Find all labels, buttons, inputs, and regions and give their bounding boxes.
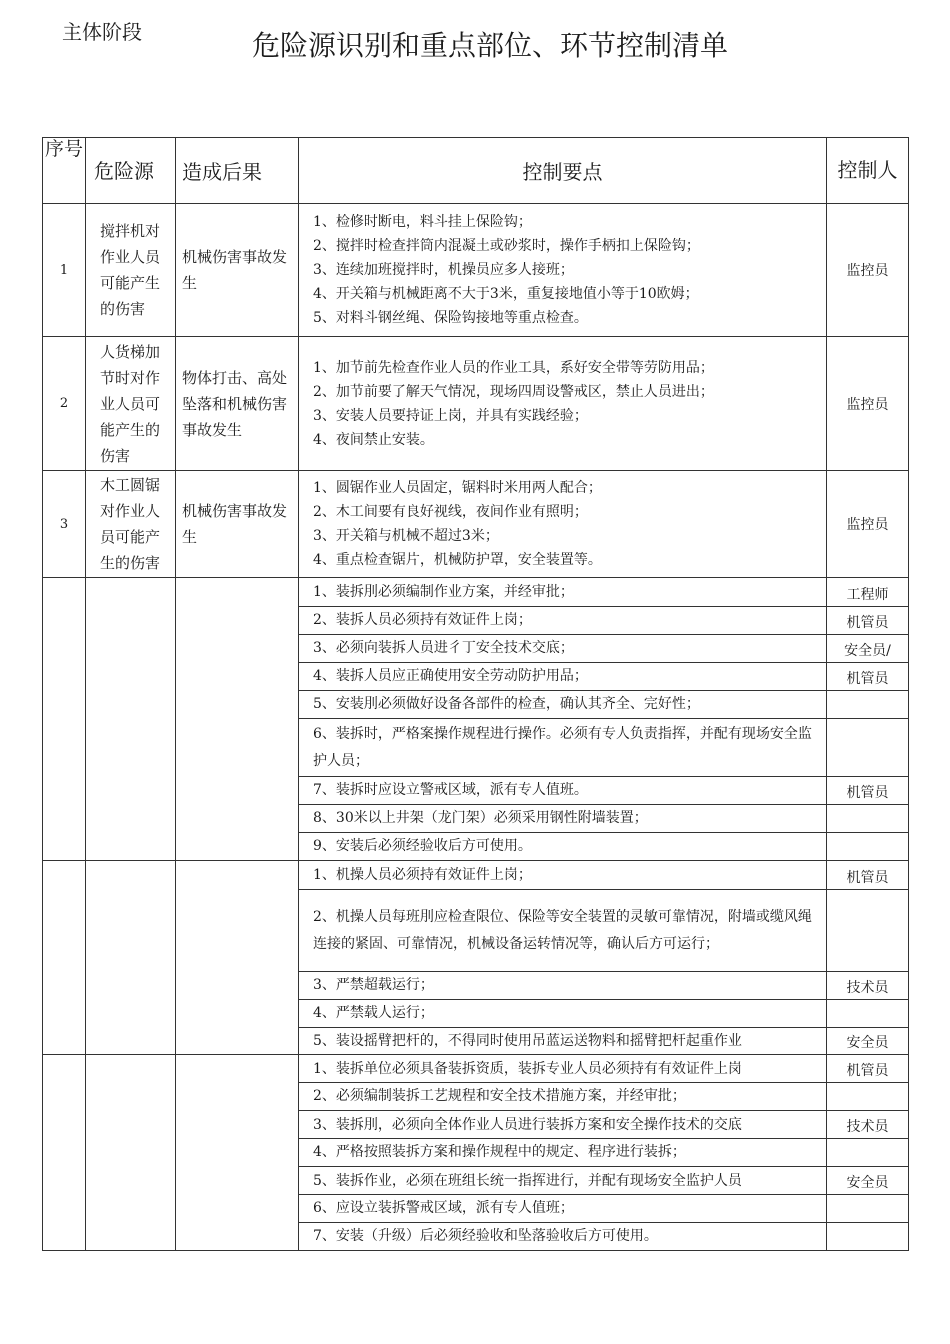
- row-controller: [827, 805, 909, 833]
- control-point: 4、严格按照装拆方案和操作规程中的规定、程序进行装拆；: [299, 1139, 827, 1167]
- document-title: 危险源识别和重点部位、环节控制清单: [251, 29, 728, 62]
- row-hazard: 搅拌机对作业人员可能产生的伤害: [86, 204, 176, 337]
- control-point: 5、安装刖必须做好设备各部件的检查，确认其齐全、完好性；: [299, 691, 827, 719]
- row-controller: 监控员: [827, 471, 909, 578]
- group-a-result: [176, 578, 299, 861]
- row-controller: 安全员: [827, 1167, 909, 1195]
- control-point: 1、机操人员必须持有效证件上岗；: [299, 861, 827, 890]
- control-point: 1、圆锯作业人员固定，锯料时米用两人配合；: [313, 480, 602, 496]
- row-hazard: 人货梯加节时对作业人员可能产生的伤害: [86, 337, 176, 471]
- control-point: 4、装拆人员应正确使用安全劳动防护用品；: [299, 663, 827, 691]
- row-result: 物体打击、高处坠落和机械伤害事故发生: [176, 337, 299, 471]
- group-c-result: [176, 1055, 299, 1251]
- row-controller: 机管员: [827, 607, 909, 635]
- control-point: 1、加节前先检查作业人员的作业工具，系好安全带等劳防用品；: [313, 359, 714, 376]
- row-controller: [827, 1000, 909, 1028]
- row-controller: 监控员: [827, 337, 909, 471]
- control-point: 6、装拆时，严格案操作规程进行操作。必须有专人负责指挥，并配有现场安全监护人员；: [299, 719, 827, 777]
- control-point: 7、安装（升级）后必须经验收和坠落验收后方可使用。: [299, 1223, 827, 1251]
- row-controller: [827, 833, 909, 861]
- row-controller: [827, 1083, 909, 1111]
- group-a-seq: [43, 578, 86, 861]
- table-header-row: [43, 138, 909, 204]
- group-b-seq: [43, 861, 86, 1055]
- control-point: 8、30米以上井架（龙门架）必须采用钢性附墙装置；: [299, 805, 827, 833]
- table-row: [43, 337, 909, 471]
- row-controller: 安全员/: [827, 635, 909, 663]
- row-controller: [827, 1139, 909, 1167]
- group-b-hazard: [86, 861, 176, 1055]
- control-point: 1、装拆单位必须具备装拆资质，装拆专业人员必须持有有效证件上岗: [299, 1055, 827, 1083]
- row-controller: 安全员: [827, 1028, 909, 1055]
- control-point: 2、搅拌时检查拌筒内混凝土或砂浆时，操作手柄扣上保险钩；: [313, 238, 700, 254]
- control-point: 5、装拆作业，必须在班组长统一指挥进行，并配有现场安全监护人员: [299, 1167, 827, 1195]
- control-point: 1、检修时断电，料斗挂上保险钩；: [313, 214, 532, 230]
- col-header-controller: 控制人: [827, 138, 909, 204]
- col-header-result: 造成后果: [176, 138, 299, 204]
- row-controller: 技术员: [827, 1111, 909, 1139]
- stage-label: 主体阶段: [62, 20, 142, 44]
- row-controller: 监控员: [827, 204, 909, 337]
- control-point: 3、连续加班搅拌时，机操员应多人接班；: [313, 262, 574, 278]
- control-point: 4、重点检查锯片，机械防护罩，安全装置等。: [313, 552, 602, 568]
- control-point: 2、加节前要了解天气情况，现场四周设警戒区，禁止人员进出；: [313, 383, 714, 400]
- control-point: 3、严禁超载运行；: [299, 972, 827, 1000]
- control-point: 3、安装人员要持证上岗，并具有实践经验；: [313, 407, 588, 424]
- row-controller: [827, 691, 909, 719]
- control-point: 2、木工间要有良好视线，夜间作业有照明；: [313, 504, 588, 520]
- control-point: 4、开关箱与机械距离不大于3米，重复接地值小等于10欧姆；: [313, 286, 699, 302]
- row-controller: 机管员: [827, 861, 909, 890]
- control-point: 2、装拆人员必须持有效证件上岗；: [299, 607, 827, 635]
- row-seq: 1: [43, 204, 86, 337]
- col-header-seq: 序号: [43, 138, 86, 204]
- row-controller: 机管员: [827, 777, 909, 805]
- control-point: 4、夜间禁止安装。: [313, 431, 434, 448]
- group-c-seq: [43, 1055, 86, 1251]
- control-point: 5、装设摇臂把杆的，不得同时使用吊蓝运送物料和摇臂把杆起重作业: [299, 1028, 827, 1055]
- group-a-hazard: [86, 578, 176, 861]
- row-controller: [827, 890, 909, 972]
- row-points: [299, 471, 827, 578]
- row-controller: [827, 1195, 909, 1223]
- table-row: [43, 204, 909, 337]
- row-result: 机械伤害事故发生: [176, 471, 299, 578]
- control-point: 2、必须编制装拆工艺规程和安全技术措施方案，并经审批；: [299, 1083, 827, 1111]
- col-header-points: 控制要点: [299, 138, 827, 204]
- row-controller: 机管员: [827, 1055, 909, 1083]
- row-hazard: 木工圆锯对作业人员可能产生的伤害: [86, 471, 176, 578]
- control-point: 9、安装后必须经验收后方可使用。: [299, 833, 827, 861]
- row-seq: 3: [43, 471, 86, 578]
- control-point: 1、装拆刖必须编制作业方案，并经审批；: [299, 578, 827, 607]
- col-header-hazard: 危险源: [86, 138, 176, 204]
- group-c-hazard: [86, 1055, 176, 1251]
- row-controller: 技术员: [827, 972, 909, 1000]
- row-result: 机械伤害事故发生: [176, 204, 299, 337]
- row-controller: 工程师: [827, 578, 909, 607]
- row-controller: [827, 719, 909, 777]
- control-point: 7、装拆时应设立警戒区域，派有专人值班。: [299, 777, 827, 805]
- control-point: 2、机操人员每班刖应检查限位、保险等安全装置的灵敏可靠情况，附墙或缆风绳连接的紧固、可靠情况，机械设备运转情况等，确认后方可运行；: [299, 890, 827, 972]
- row-seq: 2: [43, 337, 86, 471]
- table-row: [43, 1055, 909, 1083]
- control-point: 6、应设立装拆警戒区域，派有专人值班；: [299, 1195, 827, 1223]
- table-row: [43, 861, 909, 890]
- control-point: 5、对料斗钢丝绳、保险钩接地等重点检查。: [313, 310, 588, 326]
- control-point: 3、开关箱与机械不超过3米；: [313, 528, 499, 544]
- control-point: 3、装拆刖，必须向全体作业人员进行装拆方案和安全操作技术的交底: [299, 1111, 827, 1139]
- control-point: 4、严禁载人运行；: [299, 1000, 827, 1028]
- row-controller: [827, 1223, 909, 1251]
- hazard-control-table: [42, 137, 909, 1251]
- table-row: [43, 471, 909, 578]
- table-row: [43, 578, 909, 607]
- control-point: 3、必须向装拆人员进彳丁安全技术交底；: [299, 635, 827, 663]
- row-points: [299, 204, 827, 337]
- row-points: [299, 337, 827, 471]
- group-b-result: [176, 861, 299, 1055]
- row-controller: 机管员: [827, 663, 909, 691]
